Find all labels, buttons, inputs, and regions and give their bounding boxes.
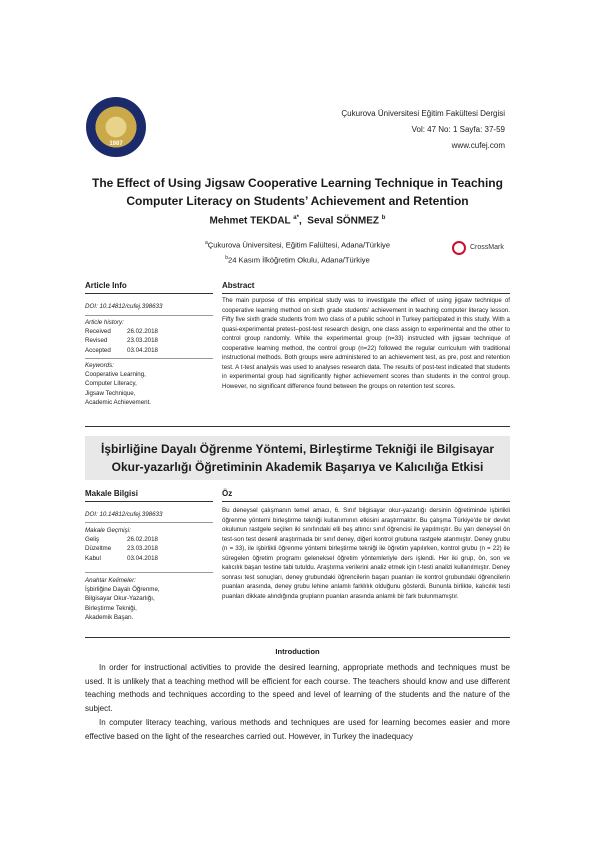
- anahtar-kelimeler: [85, 576, 213, 622]
- title-line-2: Computer Literacy on Students’ Achievement and Retention: [126, 194, 469, 208]
- keywords: [85, 361, 213, 407]
- intro-paragraph-1: In order for instructional activities to provide the desired learning, appropriate methods and techniques must be used. It is unlikely that a teaching method will be efficient for each course. The teachers should know and use different teaching methods and techniques according to the speed and level of learning of the students and the nature of the subject.: [85, 663, 510, 713]
- rule: [85, 426, 510, 427]
- keyword: Cooperative Learning,: [85, 371, 146, 379]
- journal-name: Çukurova Üniversitesi Eğitim Fakültesi Dergisi: [341, 109, 505, 118]
- article-info-header: Article Info: [85, 281, 127, 290]
- turkish-title-line-1: İşbirliğine Dayalı Öğrenme Yöntemi, Birleştirme Tekniği ile Bilgisayar: [100, 442, 495, 456]
- affil-a: Çukurova Üniversitesi, Eğitim Falültesi, Adana/Türkiye: [207, 240, 391, 250]
- introduction-heading: Introduction: [275, 647, 320, 656]
- author-1-sup: a*: [293, 215, 299, 221]
- doi[interactable]: DOI: 10.14812/cufej.398633: [85, 303, 163, 310]
- journal-volume: Vol: 47 No: 1 Sayfa: 37-59: [411, 125, 505, 134]
- history-row: Geliş 26.02.2018: [85, 536, 158, 544]
- journal-website[interactable]: www.cufej.com: [451, 141, 505, 150]
- oz-text: Bu deneysel çalışmanın temel amacı, 6. Sınıf bilgisayar okur-yazarlığı dersinin öğretiminde işbirlikli öğrenme yöntemi birleştirme tekniği kullanımının etkisini araştırmaktır. Bu çalışma Türkiye'de bir devlet okulunun rastgele seçilen iki sınıfındaki elli beş altıncı sınıf öğrencisi ile yapılmıştır. Bu yarı deneysel ön test-son test desenli araştırmada bir sınıf deney, diğeri kontrol grubuna rastgele atanmıştır. Deney grubu (n = 33), ile işbirlikli öğrenme yöntemi birleştirme tekniği ile öğretim yapılırken, kontrol grubu (n = 22) ile süregelen öğretim programı geleneksel öğretim yöntemleriyle ders işlendi. Her iki grup, ön, son ve kalıcılık başarı testine tabi tutuldu. Araştırma verilerini analiz etmek için t-testi analizi kullanılmıştır. Deney sonrası test sonuçları, deney grubundaki öğrencilerin başarı puanları ile kontrol grubundaki öğrencilerin puanları arasında, deney grubu lehine anlamlı farklılık olduğunu gösterdi. Bununla birlikte, kalıcılık testi puanları dikkate alındığında grupların puanları arasında anlamlı bir fark bulunmamıştır.: [222, 507, 510, 600]
- history-row: Received 26.02.2018: [85, 328, 158, 336]
- history-row: Kabul 03.04.2018: [85, 554, 158, 562]
- article-history: [85, 318, 213, 355]
- doi-tr[interactable]: DOI: 10.14812/cufej.398633: [85, 511, 163, 518]
- keyword: Bilgisayar Okur-Yazarlığı,: [85, 595, 155, 603]
- keyword: Jigsaw Technique,: [85, 389, 136, 397]
- affil-a-sup: a: [204, 240, 208, 246]
- history-label-tr: Makale Geçmişi:: [85, 527, 131, 534]
- author-2: Seval SÖNMEZ: [307, 215, 379, 227]
- makale-gecmisi: [85, 526, 213, 563]
- keyword: Akademik Başarı.: [85, 613, 134, 621]
- affil-b-sup: b: [225, 254, 228, 261]
- crossmark-icon: [452, 241, 466, 255]
- keyword: İşbirliğine Dayalı Öğrenme,: [85, 586, 160, 594]
- title-line-1: The Effect of Using Jigsaw Cooperative Learning Technique in Teaching: [92, 176, 503, 190]
- keywords-label: Keywords:: [85, 362, 114, 369]
- keyword: Birleştirme Tekniği,: [85, 604, 137, 612]
- authors: Mehmet TEKDAL $^{a*}$, Seval SÖNMEZ $^b$: [209, 215, 386, 227]
- logo-year: 1987: [109, 141, 123, 147]
- rule: [85, 522, 213, 523]
- journal-logo: [86, 97, 146, 157]
- rule: [85, 293, 213, 294]
- rule: [85, 358, 213, 359]
- keyword: Computer Literacy,: [85, 380, 137, 388]
- rule: [222, 501, 510, 502]
- rule: [85, 315, 213, 316]
- abstract-text: The main purpose of this empirical study was to investigate the effect of using jigsaw technique of cooperative learning method on sixth grade students’ achievement in teaching computer literacy lesson. Fifty five sixth grade students from two class of a public school in Turkey participated in this study. With a quasi-experimental pretest–post-test research design, one class assign to experimental and the other to control group randomly. While the experimental group (n=33) instructed with jigsaw technique of cooperative learning method, the control group (n=22) followed the regular curriculum with traditional instructional methods. Both groups were administered to an achievement test, as pre, post and retention test. A t-test analysis was used to analyses research data. The results of post-test indicated that students in experimental group had significantly higher achievement scores than students in the control group. However, no significant difference found between the groups on retention test scores.: [222, 297, 510, 390]
- rule: [85, 637, 510, 638]
- rule: [222, 293, 510, 294]
- turkish-title: [85, 436, 510, 480]
- author-1: Mehmet TEKDAL: [209, 215, 291, 227]
- history-row: Accepted 03.04.2018: [85, 346, 158, 354]
- crossmark-label: CrossMark: [470, 244, 504, 251]
- affil-b: 24 Kasım İlköğretim Okulu, Adana/Türkiye: [227, 255, 370, 265]
- history-label: Article history:: [85, 319, 124, 326]
- makale-bilgisi-header: Makale Bilgisi: [85, 489, 138, 498]
- keyword: Academic Achievement.: [85, 398, 152, 406]
- author-2-sup: b: [381, 215, 386, 221]
- oz-header: Öz: [222, 489, 233, 498]
- keywords-label-tr: Anahtar Kelimeler:: [85, 577, 136, 584]
- abstract-header: Abstract: [222, 281, 255, 290]
- crossmark-badge[interactable]: [452, 239, 520, 259]
- intro-paragraph-2: In computer literacy teaching, various methods and techniques are used for learning becomes easier and more effective based on the light of the researches carried out. However, in Turkey the inadequacy: [85, 718, 510, 741]
- paper-title: [40, 174, 555, 210]
- rule: [85, 572, 213, 573]
- rule: [85, 501, 213, 502]
- history-row: Düzeltme 23.03.2018: [85, 545, 158, 553]
- turkish-title-line-2: Okur-yazarlığı Öğretiminin Akademik Başarıya ve Kalıcılığa Etkisi: [111, 460, 484, 474]
- history-row: Revised 23.03.2018: [85, 337, 158, 345]
